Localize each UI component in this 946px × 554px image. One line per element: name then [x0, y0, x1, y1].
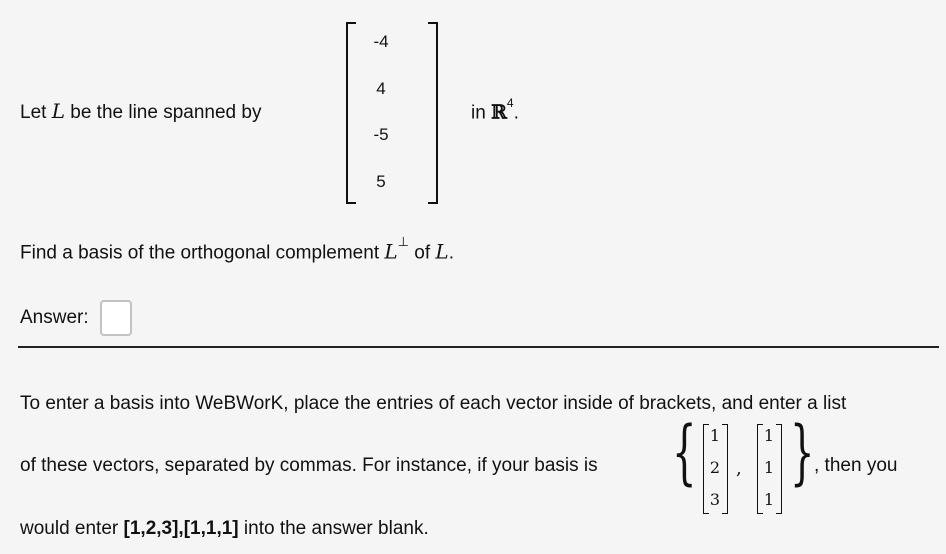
symbol-L: L	[384, 239, 398, 264]
example-entry: 1	[763, 490, 775, 509]
example-entry: 1	[709, 426, 721, 445]
period: .	[448, 242, 454, 264]
help-line-3	[20, 519, 429, 538]
example-comma: ,	[736, 458, 742, 479]
symbol-L: L	[51, 99, 65, 123]
left-brace: {	[672, 411, 697, 493]
vector-entry: -5	[373, 125, 389, 144]
right-brace: }	[790, 411, 815, 493]
left-bracket	[346, 22, 356, 204]
example-entry: 2	[709, 458, 721, 477]
help-line-2-prefix: of these vectors, separated by commas. For instance, if your basis is	[20, 455, 598, 476]
problem-question	[20, 234, 454, 264]
symbol-L: L	[435, 239, 449, 264]
right-bracket	[428, 22, 438, 204]
example-entry: 3	[709, 490, 721, 509]
help-line-1: To enter a basis into WeBWorK, place the entries of each vector inside of brackets, and enter a list	[20, 393, 847, 414]
problem-intro	[20, 101, 261, 122]
in-word: in	[471, 102, 486, 124]
exponent: 4	[506, 96, 514, 110]
in-R4	[471, 96, 519, 124]
help-line-2-suffix: , then you	[814, 455, 898, 476]
example-entry: 1	[763, 426, 775, 445]
of-word: of	[414, 242, 431, 264]
answer-input[interactable]	[100, 300, 132, 336]
let-word: Let	[20, 102, 47, 123]
find-text: Find a basis of the orthogonal complement	[20, 242, 380, 264]
line-spanned-text: be the line spanned by	[70, 102, 262, 123]
symbol-R: ℝ	[491, 101, 507, 124]
divider	[18, 346, 939, 348]
period: .	[513, 102, 519, 124]
answer-label: Answer:	[20, 307, 89, 328]
vector-entry: -4	[373, 32, 389, 51]
help-line-3-prefix: would enter	[20, 518, 119, 539]
vector-entry: 5	[376, 172, 386, 191]
example-answer-code: [1,2,3],[1,1,1]	[123, 518, 239, 539]
vector-entry: 4	[376, 79, 386, 98]
perp-symbol: ⊥	[397, 234, 409, 249]
help-line-3-suffix: into the answer blank.	[243, 518, 429, 539]
example-entry: 1	[763, 458, 775, 477]
